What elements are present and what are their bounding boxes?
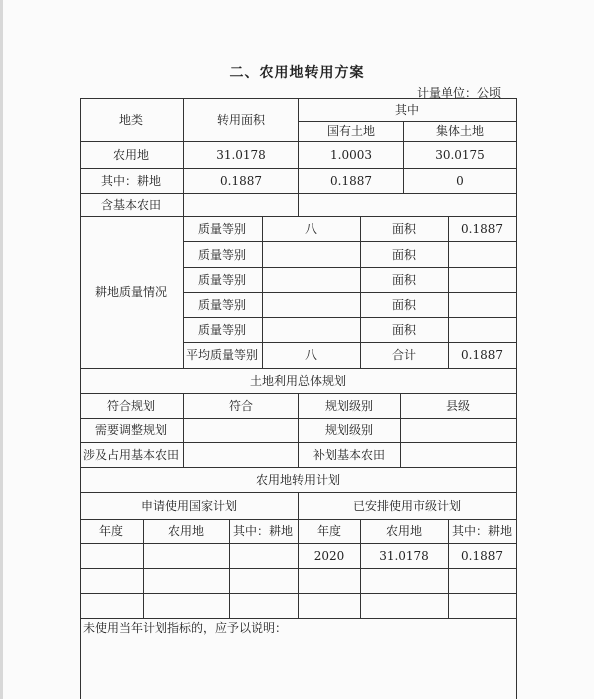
plan-city-header: 已安排使用市级计划 [352, 499, 462, 513]
quality-avg-label: 平均质量等别 [185, 348, 259, 362]
quality-area-label: 面积 [391, 273, 417, 287]
planning-adjust-label: 需要调整规划 [94, 423, 168, 437]
row-arable-state: 0.1887 [330, 174, 372, 188]
planning-section-title: 土地利用总体规划 [249, 374, 347, 388]
row-agri-label: 农用地 [112, 148, 150, 162]
planning-adjust-level-label: 规划级别 [324, 423, 374, 437]
quality-area-value: 0.1887 [461, 222, 503, 236]
plan-city-year: 2020 [313, 549, 345, 563]
header-converted-area: 转用面积 [216, 113, 266, 127]
plan-national-agri-header: 农用地 [167, 524, 205, 538]
plan-national-header: 申请使用国家计划 [140, 499, 238, 513]
planning-basic-label: 涉及占用基本农田 [82, 448, 180, 462]
quality-area-label: 面积 [391, 222, 417, 236]
plan-national-year-header: 年度 [98, 524, 124, 538]
header-collective-land: 集体土地 [435, 124, 485, 138]
quality-grade-label: 质量等别 [197, 248, 247, 262]
row-agri-collective: 30.0175 [435, 148, 485, 162]
planning-conform-label: 符合规划 [106, 399, 156, 413]
row-agri-state: 1.0003 [330, 148, 372, 162]
quality-area-label: 面积 [391, 323, 417, 337]
row-arable-collective: 0 [456, 174, 464, 188]
unit-label: 计量单位：公顷 [416, 86, 501, 100]
planning-supplement-label: 补划基本农田 [312, 448, 386, 462]
quality-total-area: 0.1887 [461, 348, 503, 362]
planning-level-label: 规划级别 [324, 399, 374, 413]
plan-city-arable: 0.1887 [461, 549, 503, 563]
quality-grade-label: 质量等别 [197, 273, 247, 287]
header-of-which: 其中 [394, 103, 420, 117]
quality-avg-grade: 八 [304, 348, 318, 362]
header-land-type: 地类 [118, 113, 144, 127]
plan-section-title: 农用地转用计划 [255, 473, 341, 487]
header-state-land: 国有土地 [326, 124, 376, 138]
plan-city-arable-header: 其中：耕地 [451, 524, 513, 538]
quality-total-label: 合计 [391, 348, 417, 362]
note-text: 未使用当年计划指标的，应予以说明： [83, 621, 288, 635]
row-arable-total: 0.1887 [220, 174, 262, 188]
quality-grade-label: 质量等别 [197, 222, 247, 236]
planning-level-value: 县级 [445, 399, 471, 413]
plan-city-agri: 31.0178 [379, 549, 429, 563]
plan-city-agri-header: 农用地 [385, 524, 423, 538]
plan-national-arable-header: 其中：耕地 [232, 524, 294, 538]
quality-grade-label: 质量等别 [197, 298, 247, 312]
quality-grade-value: 八 [304, 222, 318, 236]
quality-area-label: 面积 [391, 298, 417, 312]
plan-city-year-header: 年度 [316, 524, 342, 538]
quality-label: 耕地质量情况 [94, 285, 168, 299]
row-agri-total: 31.0178 [216, 148, 266, 162]
quality-area-label: 面积 [391, 248, 417, 262]
page-title: 二、农用地转用方案 [229, 65, 365, 81]
row-arable-label: 其中：耕地 [100, 174, 162, 188]
planning-conform-value: 符合 [228, 399, 254, 413]
quality-grade-label: 质量等别 [197, 323, 247, 337]
row-basic-label: 含基本农田 [100, 198, 162, 212]
